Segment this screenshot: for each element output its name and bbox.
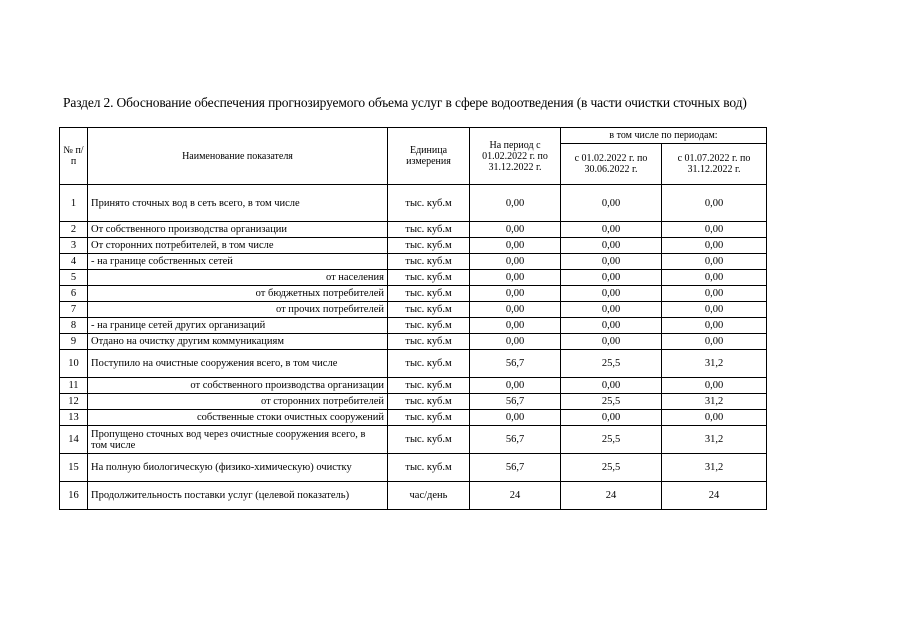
header-num: № п/п [60,128,88,185]
row-unit: тыс. куб.м [388,185,470,222]
row-unit: тыс. куб.м [388,454,470,482]
row-p1: 25,5 [561,394,662,410]
table-row [60,426,767,454]
row-name: Принято сточных вод в сеть всего, в том числе [88,185,388,222]
row-p2: 0,00 [662,238,767,254]
row-total: 0,00 [470,378,561,394]
row-p2: 0,00 [662,378,767,394]
row-num: 16 [60,482,88,510]
row-total: 56,7 [470,394,561,410]
table-row [60,302,767,318]
row-num: 3 [60,238,88,254]
table-row [60,318,767,334]
row-total: 0,00 [470,318,561,334]
row-total: 56,7 [470,454,561,482]
row-name: Поступило на очистные сооружения всего, в том числе [88,350,388,378]
row-p2: 0,00 [662,286,767,302]
row-name: От собственного производства организации [88,222,388,238]
header-total-period: На период с 01.02.2022 г. по 31.12.2022 г. [470,128,561,185]
table-row [60,410,767,426]
row-total: 0,00 [470,286,561,302]
row-p1: 24 [561,482,662,510]
table-row [60,286,767,302]
row-p1: 25,5 [561,454,662,482]
table-row [60,394,767,410]
table-row [60,238,767,254]
row-name: от населения [88,270,388,286]
row-unit: час/день [388,482,470,510]
row-p2: 31,2 [662,454,767,482]
row-num: 5 [60,270,88,286]
table-row [60,482,767,510]
row-name: От сторонних потребителей, в том числе [88,238,388,254]
row-num: 12 [60,394,88,410]
row-num: 15 [60,454,88,482]
row-name: На полную биологическую (физико-химическую) очистку [88,454,388,482]
row-num: 10 [60,350,88,378]
row-p2: 0,00 [662,318,767,334]
row-p2: 31,2 [662,426,767,454]
row-total: 0,00 [470,222,561,238]
row-p2: 0,00 [662,302,767,318]
row-total: 0,00 [470,254,561,270]
row-p1: 0,00 [561,318,662,334]
table-row [60,334,767,350]
row-total: 56,7 [470,426,561,454]
row-num: 1 [60,185,88,222]
row-p2: 31,2 [662,350,767,378]
header-period-1: с 01.02.2022 г. по 30.06.2022 г. [561,144,662,185]
row-p1: 0,00 [561,302,662,318]
row-total: 24 [470,482,561,510]
row-p2: 0,00 [662,222,767,238]
row-total: 0,00 [470,185,561,222]
row-p1: 0,00 [561,254,662,270]
row-p2: 24 [662,482,767,510]
row-name: Пропущено сточных вод через очистные сооружения всего, в том числе [88,426,388,454]
header-unit: Единица измерения [388,128,470,185]
row-p1: 0,00 [561,410,662,426]
row-num: 8 [60,318,88,334]
row-p1: 0,00 [561,222,662,238]
row-name: собственные стоки очистных сооружений [88,410,388,426]
row-num: 7 [60,302,88,318]
row-unit: тыс. куб.м [388,238,470,254]
section-title: Раздел 2. Обоснование обеспечения прогнозируемого объема услуг в сфере водоотведения (в части очистки сточных вод) [63,95,747,110]
row-p1: 25,5 [561,350,662,378]
row-name: от сторонних потребителей [88,394,388,410]
table-row [60,454,767,482]
row-name: от собственного производства организации [88,378,388,394]
row-p1: 0,00 [561,378,662,394]
row-p1: 25,5 [561,426,662,454]
table-row [60,378,767,394]
row-p1: 0,00 [561,270,662,286]
row-total: 0,00 [470,410,561,426]
row-num: 4 [60,254,88,270]
row-unit: тыс. куб.м [388,378,470,394]
row-unit: тыс. куб.м [388,334,470,350]
row-num: 9 [60,334,88,350]
row-unit: тыс. куб.м [388,270,470,286]
row-p2: 0,00 [662,410,767,426]
row-total: 56,7 [470,350,561,378]
row-unit: тыс. куб.м [388,318,470,334]
header-period-group: в том числе по периодам: [561,128,767,144]
row-num: 11 [60,378,88,394]
row-total: 0,00 [470,238,561,254]
row-num: 6 [60,286,88,302]
row-name: Продолжительность поставки услуг (целевой показатель) [88,482,388,510]
row-num: 2 [60,222,88,238]
row-unit: тыс. куб.м [388,410,470,426]
row-p1: 0,00 [561,286,662,302]
row-name: - на границе собственных сетей [88,254,388,270]
row-unit: тыс. куб.м [388,286,470,302]
row-p2: 0,00 [662,254,767,270]
row-p2: 31,2 [662,394,767,410]
row-p2: 0,00 [662,185,767,222]
row-unit: тыс. куб.м [388,394,470,410]
row-p1: 0,00 [561,334,662,350]
table-row [60,222,767,238]
row-unit: тыс. куб.м [388,222,470,238]
row-total: 0,00 [470,334,561,350]
table-row [60,270,767,286]
row-unit: тыс. куб.м [388,254,470,270]
row-p2: 0,00 [662,334,767,350]
row-p1: 0,00 [561,238,662,254]
row-num: 13 [60,410,88,426]
row-name: от бюджетных потребителей [88,286,388,302]
header-name: Наименование показателя [88,128,388,185]
row-unit: тыс. куб.м [388,426,470,454]
header-period-2: с 01.07.2022 г. по 31.12.2022 г. [662,144,767,185]
row-num: 14 [60,426,88,454]
row-p1: 0,00 [561,185,662,222]
row-name: - на границе сетей других организаций [88,318,388,334]
row-unit: тыс. куб.м [388,350,470,378]
row-unit: тыс. куб.м [388,302,470,318]
volume-table [59,127,767,510]
table-row [60,185,767,222]
row-name: от прочих потребителей [88,302,388,318]
table-row [60,350,767,378]
table-row [60,254,767,270]
row-name: Отдано на очистку другим коммуникациям [88,334,388,350]
row-total: 0,00 [470,270,561,286]
row-p2: 0,00 [662,270,767,286]
row-total: 0,00 [470,302,561,318]
